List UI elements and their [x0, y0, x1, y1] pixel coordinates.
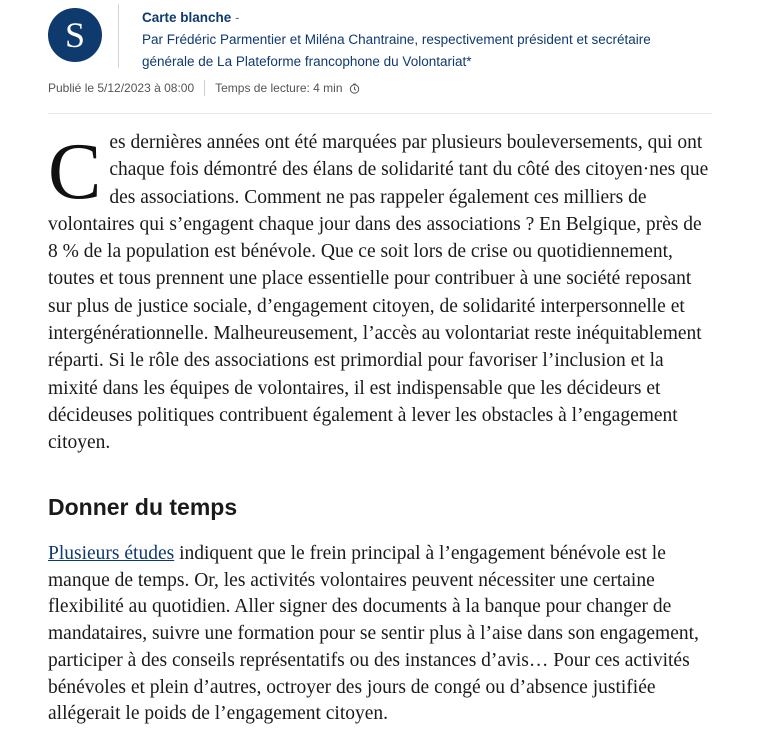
publish-date: Publié le 5/12/2023 à 08:00 [48, 81, 195, 95]
reading-time: Temps de lecture: 4 min [215, 81, 343, 95]
section-paragraph-text: indiquent que le frein principal à l’engagement bénévole est le manque de temps. Or, les activités volontaires peuvent nécessiter une certaine flexibilité au quotidien. Aller signer des documents à la banque pour changer de mandataires, suivre une formation pour se sentir plus à l’aise dans son engagement, participer à des conseils représentatifs ou des instances d’avis… Pour ces activités bénévoles et plein d’autres, octroyer des jours de congé ou d’absence justifiée allégerait le poids de l’engagement citoyen. [48, 543, 699, 725]
byline: Par Frédéric Parmentier et Miléna Chantraine, respectivement président et secrétaire générale de La Plateforme francophone du Volontariat* [142, 32, 651, 69]
studies-link[interactable]: Plusieurs études [48, 543, 175, 564]
kicker-separator: - [231, 10, 240, 25]
article-body [48, 129, 714, 457]
section-heading: Donner du temps [48, 494, 238, 520]
category-kicker[interactable]: Carte blanche [142, 10, 232, 25]
publication-logo[interactable]: S [48, 8, 102, 62]
drop-cap: C [48, 128, 102, 216]
article-meta [48, 79, 360, 97]
meta-divider [204, 80, 205, 96]
section-paragraph [48, 541, 714, 728]
article-header [48, 4, 708, 69]
header-divider [118, 4, 119, 68]
author-block [142, 7, 702, 73]
article-body-section [48, 541, 714, 728]
intro-text: es dernières années ont été marquées par plusieurs bouleversements, qui ont chaque fois démontré des élans de solidarité tant du côté des citoyen·nes que des associations. Comment ne pas rappeler également ces milliers de volontaires qui s’engagent chaque jour dans des associations ? En Belgique, près de 8 % de la population est bénévole. Que ce soit lors de crise ou quotidiennement, toutes et tous prennent une place essentielle pour contribuer à une société reposant sur plus de justice sociale, d’engagement citoyen, de solidarité interpersonnelle et intergénérationnelle. Malheureusement, l’accès au volontariat reste inéquitablement réparti. Si le rôle des associations est primordial pour favoriser l’inclusion et la mixité dans les équipes de volontaires, il est indispensable que les décideurs et décideuses politiques contribuent également à lever les obstacles à l’engagement citoyen. [48, 132, 709, 454]
intro-paragraph [48, 129, 714, 457]
clock-icon [349, 83, 360, 94]
meta-separator-line [48, 113, 712, 114]
